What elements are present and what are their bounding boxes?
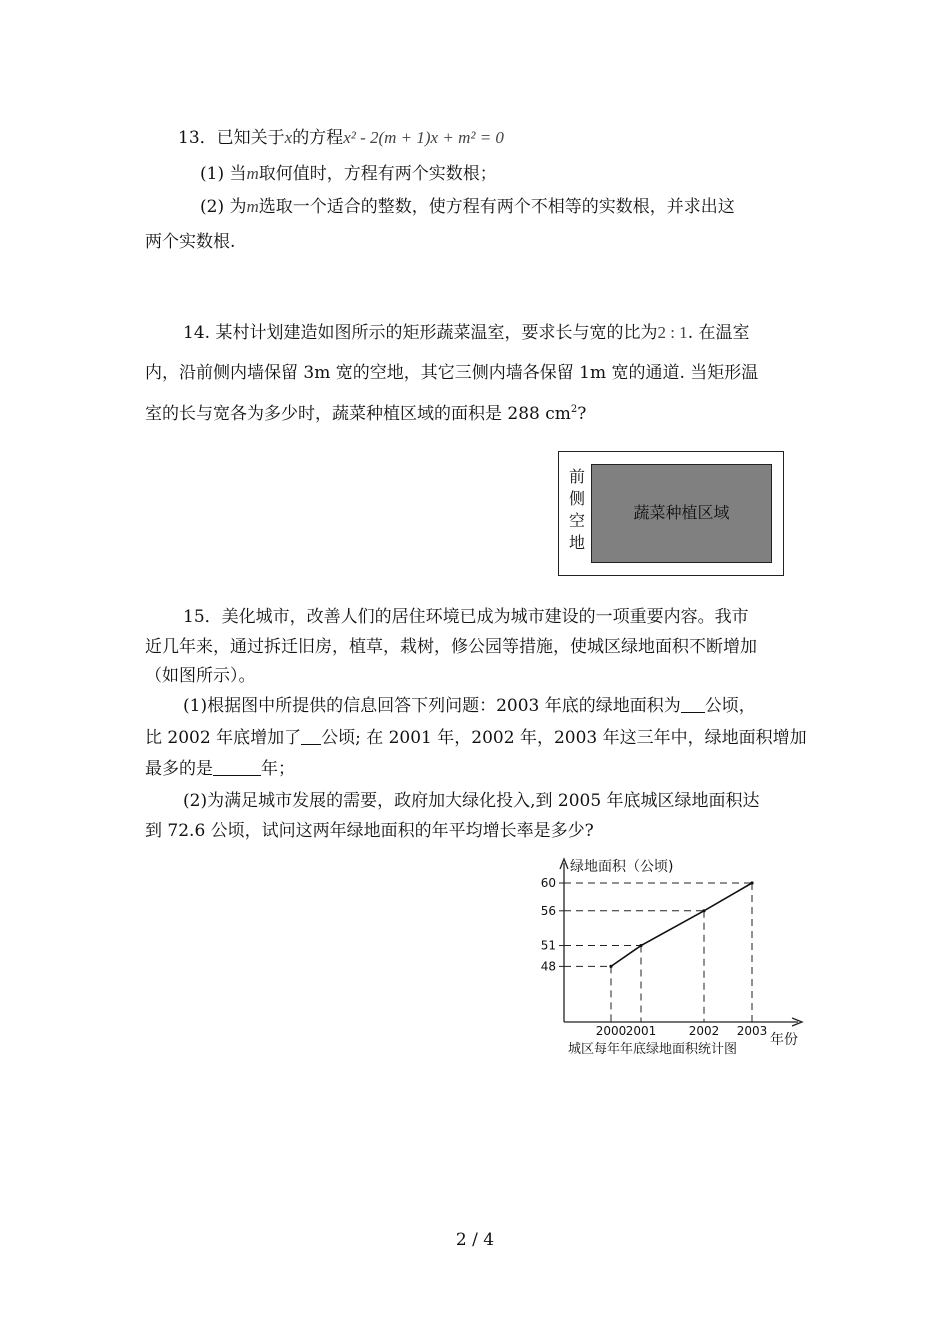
side-char-3: 空: [568, 511, 585, 530]
data-point-2003: [750, 881, 753, 884]
page-number: 2 / 4: [455, 1230, 495, 1250]
x-axis-label: 年份: [770, 1032, 798, 1048]
q14-sup: 2: [570, 404, 578, 415]
q15-part-2-line-2: 到 72.6 公顷，试问这两年绿地面积的年平均增长率是多少?: [145, 821, 594, 841]
q14-line-2: 内，沿前侧内墙保留 3m 宽的空地，其它三侧内墙各保留 1m 宽的通道. 当矩形温: [145, 363, 759, 383]
q14-text-b: . 在温室: [687, 323, 750, 343]
q13-line-1: [178, 127, 504, 149]
q13-part-1-a: (1) 当: [200, 164, 247, 184]
q13-var-x: x: [284, 128, 293, 147]
q13-text-b: 的方程: [292, 128, 344, 148]
y-tick-label-60: 60: [540, 876, 556, 890]
answer-blank-2[interactable]: [301, 728, 321, 745]
y-tick-label-51: 51: [540, 938, 556, 953]
q13-part-2-var: m: [246, 197, 259, 216]
planting-area-label: 蔬菜种植区域: [633, 503, 730, 522]
q15-p1-d: 公顷; 在 2001 年，2002 年，2003 年这三年中，绿地面积增加: [321, 728, 807, 748]
q15-p1-a: (1)根据图中所提供的信息回答下列问题：2003 年底的绿地面积为: [183, 696, 681, 716]
q14-line-1: [183, 322, 750, 344]
q13-text-a: 已知关于: [216, 128, 285, 148]
q13-part-2-a: (2) 为: [200, 197, 247, 217]
q15-part-1-line-1: [183, 695, 756, 717]
q15-p1-b: 公顷，: [704, 696, 756, 716]
data-point-2000: [609, 965, 612, 968]
y-axis-label: 绿地面积（公顷): [570, 859, 674, 875]
q14-text-d: ?: [577, 404, 587, 424]
q13-part-1: [200, 163, 497, 185]
q14-line-3: [145, 399, 586, 425]
green-area-chart: [520, 845, 820, 1070]
q15-part-2-line-1: (2)为满足城市发展的需要，政府加大绿化投入,到 2005 年底城区绿地面积达: [183, 791, 760, 811]
x-tick-label-2001: 2001: [625, 1024, 657, 1038]
side-char-2: 侧: [568, 489, 585, 508]
q13-part-1-b: 取何值时，方程有两个实数根；: [258, 164, 497, 184]
x-tick-label-2003: 2003: [736, 1024, 768, 1038]
series-line: [611, 883, 752, 966]
y-tick-label-56: 56: [540, 903, 556, 918]
answer-blank-3[interactable]: [213, 759, 261, 776]
q15-p1-f: 年；: [261, 759, 295, 779]
q15-part-1-line-3: [145, 758, 295, 780]
side-char-1: 前: [568, 467, 585, 486]
side-char-4: 地: [568, 533, 585, 552]
q14-text-a: 14. 某村计划建造如图所示的矩形蔬菜温室，要求长与宽的比为: [183, 323, 658, 343]
x-tick-label-2000: 2000: [595, 1024, 627, 1038]
q13-equation: x² - 2(m + 1)x + m² = 0: [343, 128, 504, 147]
q15-p1-c: 比 2002 年底增加了: [145, 728, 302, 748]
q14-text-c: 室的长与宽各为多少时，蔬菜种植区域的面积是 288 cm: [145, 404, 571, 424]
q15-p1-e: 最多的是: [145, 759, 213, 779]
q13-part-2: [200, 196, 735, 218]
data-point-2002: [702, 909, 705, 912]
q13-part-2-b: 选取一个适合的整数，使方程有两个不相等的实数根，并求出这: [258, 197, 735, 217]
q15-line-3: （如图所示）。: [145, 666, 256, 686]
y-tick-label-48: 48: [540, 959, 556, 974]
q14-ratio: 2 : 1: [657, 323, 688, 342]
q15-line-2: 近几年来，通过拆迁旧房，植草，栽树，修公园等措施，使城区绿地面积不断增加: [145, 637, 757, 657]
x-tick-label-2002: 2002: [688, 1024, 720, 1038]
chart-title: 城区每年年底绿地面积统计图: [568, 1042, 738, 1057]
answer-blank-1[interactable]: [681, 696, 705, 713]
data-point-2001: [639, 944, 642, 947]
q13-number: 13．: [178, 128, 217, 148]
q13-part-1-var: m: [246, 164, 259, 183]
q13-part-2-cont: 两个实数根.: [145, 232, 236, 252]
q15-line-1: 15．美化城市，改善人们的居住环境已成为城市建设的一项重要内容。我市: [183, 607, 749, 627]
front-space-label: [567, 466, 587, 554]
q15-part-1-line-2: [145, 727, 807, 749]
